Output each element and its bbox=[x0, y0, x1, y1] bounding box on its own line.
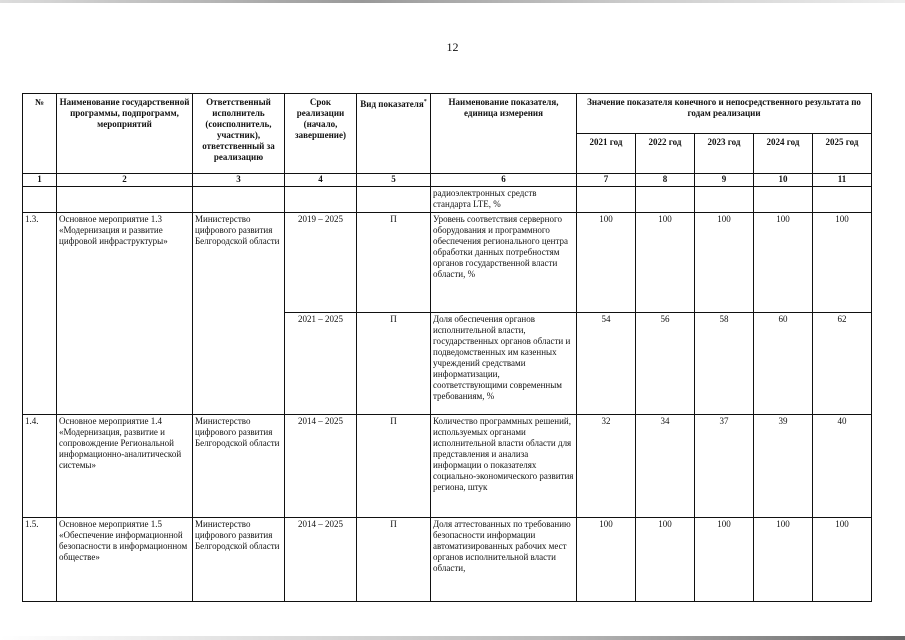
value-2021: 100 bbox=[577, 213, 636, 313]
program-name: Основное мероприятие 1.3 «Модернизация и развитие цифровой инфраструктуры» bbox=[57, 213, 193, 415]
indicator-name: Уровень соответствия серверного оборудования и программного обеспечения регионального центра обработки данных потребностям органов государственной власти области, % bbox=[431, 213, 577, 313]
term: 2021 – 2025 bbox=[285, 313, 357, 415]
cell-empty bbox=[577, 187, 636, 213]
table-row bbox=[23, 415, 872, 518]
value-2022: 34 bbox=[636, 415, 695, 518]
header-kind-footnote-mark: * bbox=[423, 99, 427, 105]
value-2022: 56 bbox=[636, 313, 695, 415]
header-year: 2022 год bbox=[636, 134, 695, 174]
column-number: 3 bbox=[193, 174, 285, 187]
continuation-row bbox=[23, 187, 872, 213]
header-year: 2024 год bbox=[754, 134, 813, 174]
header-year: 2021 год bbox=[577, 134, 636, 174]
executor-name: Министерство цифрового развития Белгородской области bbox=[193, 213, 285, 415]
cell-empty bbox=[23, 187, 57, 213]
value-2025: 40 bbox=[813, 415, 872, 518]
column-number: 8 bbox=[636, 174, 695, 187]
indicators-table bbox=[22, 93, 872, 602]
value-2021: 100 bbox=[577, 518, 636, 602]
indicator-kind: П bbox=[357, 213, 431, 313]
value-2023: 58 bbox=[695, 313, 754, 415]
table-row bbox=[23, 518, 872, 602]
row-number: 1.5. bbox=[23, 518, 57, 602]
cell-empty bbox=[193, 187, 285, 213]
column-number: 9 bbox=[695, 174, 754, 187]
scan-edge-bottom bbox=[0, 636, 905, 640]
value-2025: 100 bbox=[813, 213, 872, 313]
value-2024: 100 bbox=[754, 518, 813, 602]
header-indicator: Наименование показателя, единица измерения bbox=[431, 94, 577, 174]
cell-empty bbox=[285, 187, 357, 213]
value-2025: 100 bbox=[813, 518, 872, 602]
scan-edge-top bbox=[0, 0, 905, 3]
header-no: № bbox=[23, 94, 57, 174]
value-2025: 62 bbox=[813, 313, 872, 415]
indicator-name: Доля аттестованных по требованию безопасности информации автоматизированных рабочих мест органов исполнительной власти области, bbox=[431, 518, 577, 602]
table-row bbox=[23, 213, 872, 313]
cell-empty bbox=[695, 187, 754, 213]
header-executor: Ответственный исполнитель (соисполнитель, участник), ответственный за реализацию bbox=[193, 94, 285, 174]
cell-empty bbox=[754, 187, 813, 213]
term: 2014 – 2025 bbox=[285, 518, 357, 602]
column-number: 2 bbox=[57, 174, 193, 187]
cell-empty bbox=[813, 187, 872, 213]
term: 2019 – 2025 bbox=[285, 213, 357, 313]
value-2023: 100 bbox=[695, 518, 754, 602]
value-2023: 100 bbox=[695, 213, 754, 313]
column-number: 7 bbox=[577, 174, 636, 187]
column-number: 11 bbox=[813, 174, 872, 187]
column-number: 4 bbox=[285, 174, 357, 187]
column-number: 5 bbox=[357, 174, 431, 187]
cell-empty bbox=[357, 187, 431, 213]
term: 2014 – 2025 bbox=[285, 415, 357, 518]
value-2024: 39 bbox=[754, 415, 813, 518]
indicator-name: Доля обеспечения органов исполнительной власти, государственных органов области и подведомственных им казенных учреждений средствами информатизации, соответствующими современным требованиям, % bbox=[431, 313, 577, 415]
indicator-kind: П bbox=[357, 313, 431, 415]
cell-empty bbox=[636, 187, 695, 213]
indicator-kind: П bbox=[357, 415, 431, 518]
header-kind bbox=[357, 94, 431, 174]
value-2023: 37 bbox=[695, 415, 754, 518]
cell-empty bbox=[57, 187, 193, 213]
executor-name: Министерство цифрового развития Белгородской области bbox=[193, 518, 285, 602]
header-term: Срок реализации (начало, завершение) bbox=[285, 94, 357, 174]
row-number: 1.4. bbox=[23, 415, 57, 518]
column-number-row bbox=[23, 174, 872, 187]
column-number: 10 bbox=[754, 174, 813, 187]
value-2022: 100 bbox=[636, 518, 695, 602]
column-number: 6 bbox=[431, 174, 577, 187]
indicator-name: радиоэлектронных средств стандарта LTE, % bbox=[431, 187, 577, 213]
header-year: 2023 год bbox=[695, 134, 754, 174]
value-2024: 100 bbox=[754, 213, 813, 313]
executor-name: Министерство цифрового развития Белгородской области bbox=[193, 415, 285, 518]
header-values-group: Значение показателя конечного и непосредственного результата по годам реализации bbox=[577, 94, 872, 134]
value-2024: 60 bbox=[754, 313, 813, 415]
indicator-kind: П bbox=[357, 518, 431, 602]
page-number: 12 bbox=[446, 40, 459, 54]
column-number: 1 bbox=[23, 174, 57, 187]
row-number: 1.3. bbox=[23, 213, 57, 415]
program-name: Основное мероприятие 1.5 «Обеспечение информационной безопасности в информационном обществе» bbox=[57, 518, 193, 602]
value-2021: 32 bbox=[577, 415, 636, 518]
indicator-name: Количество программных решений, используемых органами исполнительной власти области для представления и анализа информации о показателях социально-экономического развития региона, штук bbox=[431, 415, 577, 518]
value-2022: 100 bbox=[636, 213, 695, 313]
header-year: 2025 год bbox=[813, 134, 872, 174]
header-kind-label: Вид показателя bbox=[360, 99, 424, 109]
value-2021: 54 bbox=[577, 313, 636, 415]
program-name: Основное мероприятие 1.4 «Модернизация, развитие и сопровождение Региональной информационно-аналитической системы» bbox=[57, 415, 193, 518]
header-program: Наименование государственной программы, подпрограмм, мероприятий bbox=[57, 94, 193, 174]
